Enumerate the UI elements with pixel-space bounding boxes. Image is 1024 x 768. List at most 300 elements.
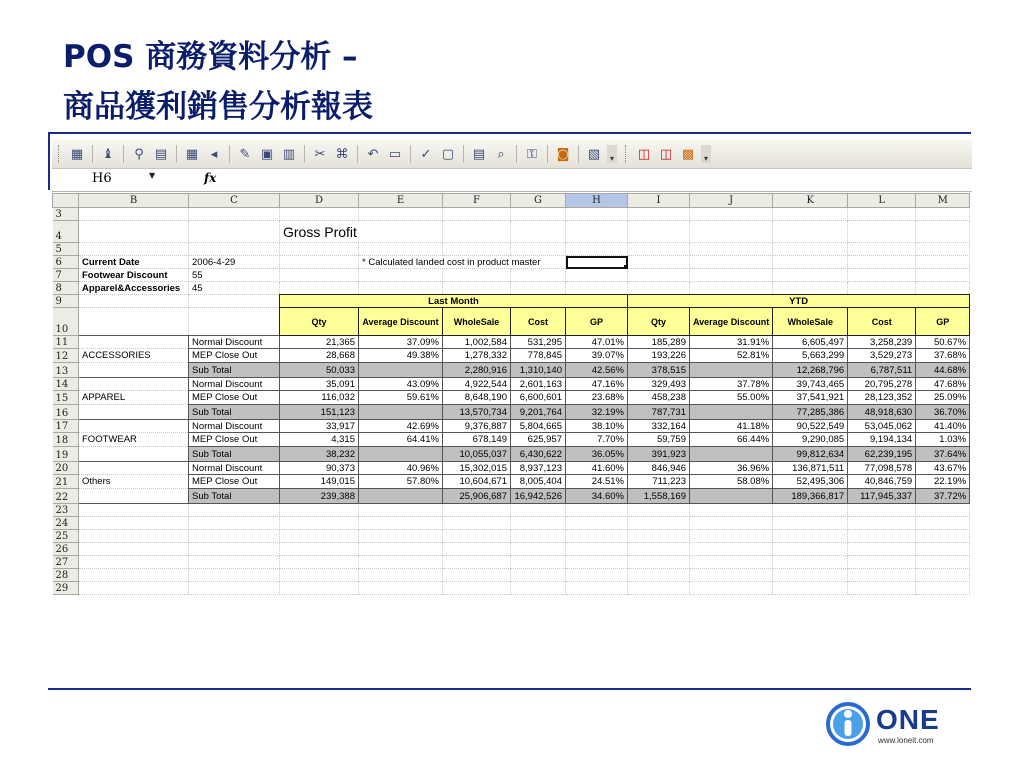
cell[interactable]: [848, 543, 916, 556]
data-cell[interactable]: 53,045,062: [848, 420, 916, 433]
cell[interactable]: [916, 556, 970, 569]
column-header-i[interactable]: I: [628, 194, 690, 208]
cell[interactable]: [848, 530, 916, 543]
cell[interactable]: [79, 543, 189, 556]
cell[interactable]: [773, 243, 848, 256]
cell[interactable]: [79, 530, 189, 543]
cell[interactable]: [280, 530, 359, 543]
column-header-g[interactable]: G: [511, 194, 566, 208]
row-header[interactable]: 9: [53, 295, 79, 308]
toolbar-dropdown-icon[interactable]: ▾: [701, 145, 711, 163]
cell[interactable]: [566, 530, 628, 543]
undo-icon[interactable]: ↶: [367, 146, 379, 162]
cell[interactable]: [773, 208, 848, 221]
metric-header[interactable]: Average Discount: [359, 308, 443, 336]
active-cell-h6[interactable]: [566, 256, 628, 269]
row-header[interactable]: 27: [53, 556, 79, 569]
category-name[interactable]: APPAREL: [79, 391, 189, 405]
data-cell[interactable]: 9,376,887: [443, 420, 511, 433]
data-cell[interactable]: 8,005,404: [511, 475, 566, 489]
metric-header[interactable]: WholeSale: [773, 308, 848, 336]
data-cell[interactable]: 37.64%: [916, 447, 970, 462]
cell[interactable]: [916, 543, 970, 556]
cell[interactable]: [511, 282, 566, 295]
cell[interactable]: [280, 582, 359, 595]
cell[interactable]: [690, 208, 773, 221]
cell[interactable]: [280, 569, 359, 582]
cell[interactable]: [79, 363, 189, 378]
data-cell[interactable]: 43.67%: [916, 462, 970, 475]
info-value[interactable]: 55: [189, 269, 280, 282]
pencil-icon[interactable]: ✎: [239, 146, 251, 162]
cell[interactable]: [511, 543, 566, 556]
data-cell[interactable]: 48,918,630: [848, 405, 916, 420]
data-cell[interactable]: 10,055,037: [443, 447, 511, 462]
row-header[interactable]: 26: [53, 543, 79, 556]
data-cell[interactable]: 43.09%: [359, 378, 443, 391]
data-cell[interactable]: 49.38%: [359, 349, 443, 363]
cell[interactable]: [628, 582, 690, 595]
data-cell[interactable]: 47.01%: [566, 336, 628, 349]
column-header-m[interactable]: M: [916, 194, 970, 208]
data-cell[interactable]: 846,946: [628, 462, 690, 475]
cell[interactable]: [79, 556, 189, 569]
cell[interactable]: [359, 269, 443, 282]
data-cell[interactable]: 239,388: [280, 489, 359, 504]
cell[interactable]: [79, 569, 189, 582]
data-cell[interactable]: 2,280,916: [443, 363, 511, 378]
cell[interactable]: [916, 256, 970, 269]
data-cell[interactable]: 3,529,273: [848, 349, 916, 363]
cell[interactable]: [359, 504, 443, 517]
grid-icon[interactable]: ▦: [185, 146, 199, 162]
row-label[interactable]: Sub Total: [189, 447, 280, 462]
data-cell[interactable]: [690, 447, 773, 462]
cell[interactable]: [628, 530, 690, 543]
toolbar-grip[interactable]: [625, 145, 629, 163]
cell[interactable]: [566, 543, 628, 556]
cell[interactable]: [690, 243, 773, 256]
data-cell[interactable]: 1,558,169: [628, 489, 690, 504]
row-label[interactable]: MEP Close Out: [189, 475, 280, 489]
data-cell[interactable]: 36.70%: [916, 405, 970, 420]
cell[interactable]: [773, 221, 848, 243]
info-label[interactable]: Apparel&Accessories: [79, 282, 189, 295]
cell[interactable]: [359, 530, 443, 543]
row-header[interactable]: 19: [53, 447, 79, 462]
data-cell[interactable]: 391,923: [628, 447, 690, 462]
cell[interactable]: [189, 295, 280, 308]
data-cell[interactable]: 1,002,584: [443, 336, 511, 349]
column-header-f[interactable]: F: [443, 194, 511, 208]
data-cell[interactable]: [690, 363, 773, 378]
data-cell[interactable]: 6,600,601: [511, 391, 566, 405]
data-cell[interactable]: 13,570,734: [443, 405, 511, 420]
data-cell[interactable]: 625,957: [511, 433, 566, 447]
cell[interactable]: [628, 269, 690, 282]
cell[interactable]: [511, 221, 566, 243]
row-header[interactable]: 20: [53, 462, 79, 475]
data-cell[interactable]: 16,942,526: [511, 489, 566, 504]
cell[interactable]: [628, 543, 690, 556]
cell[interactable]: [848, 243, 916, 256]
page-icon[interactable]: ▧: [587, 146, 601, 162]
row-header[interactable]: 28: [53, 569, 79, 582]
column-header-h[interactable]: H: [566, 194, 628, 208]
cell[interactable]: [79, 405, 189, 420]
note-text[interactable]: * Calculated landed cost in product master: [359, 256, 566, 269]
cell[interactable]: [848, 282, 916, 295]
row-header[interactable]: 25: [53, 530, 79, 543]
cell[interactable]: [189, 308, 280, 336]
cell[interactable]: [189, 530, 280, 543]
cell[interactable]: [628, 517, 690, 530]
cell[interactable]: [189, 517, 280, 530]
data-cell[interactable]: 9,201,764: [511, 405, 566, 420]
cell[interactable]: [848, 556, 916, 569]
row-header[interactable]: 7: [53, 269, 79, 282]
data-cell[interactable]: 193,226: [628, 349, 690, 363]
data-cell[interactable]: 64.41%: [359, 433, 443, 447]
fx-icon[interactable]: fx: [204, 171, 217, 185]
row-label[interactable]: MEP Close Out: [189, 349, 280, 363]
row-header[interactable]: 10: [53, 308, 79, 336]
row-header[interactable]: 6: [53, 256, 79, 269]
cell[interactable]: [916, 243, 970, 256]
data-cell[interactable]: 47.68%: [916, 378, 970, 391]
column-header-k[interactable]: K: [773, 194, 848, 208]
info-value[interactable]: 2006-4-29: [189, 256, 280, 269]
cell[interactable]: [511, 582, 566, 595]
cell[interactable]: [189, 221, 280, 243]
data-cell[interactable]: 57.80%: [359, 475, 443, 489]
cell[interactable]: [773, 504, 848, 517]
data-cell[interactable]: 787,731: [628, 405, 690, 420]
data-cell[interactable]: 9,290,085: [773, 433, 848, 447]
data-cell[interactable]: 21,365: [280, 336, 359, 349]
chart-icon[interactable]: ▤: [154, 146, 168, 162]
report-icon[interactable]: ▤: [472, 146, 486, 162]
cell[interactable]: [916, 221, 970, 243]
data-cell[interactable]: 59,759: [628, 433, 690, 447]
metric-header[interactable]: GP: [916, 308, 970, 336]
cell[interactable]: [511, 517, 566, 530]
cell[interactable]: [690, 517, 773, 530]
metric-header[interactable]: Average Discount: [690, 308, 773, 336]
row-header[interactable]: 23: [53, 504, 79, 517]
cell[interactable]: [628, 282, 690, 295]
cell[interactable]: [566, 582, 628, 595]
cell[interactable]: [848, 582, 916, 595]
data-cell[interactable]: 5,804,665: [511, 420, 566, 433]
cell[interactable]: [189, 556, 280, 569]
cell[interactable]: [443, 504, 511, 517]
data-cell[interactable]: 35,091: [280, 378, 359, 391]
cell[interactable]: [359, 556, 443, 569]
report-title[interactable]: Gross Profit: [280, 221, 443, 243]
cell[interactable]: [443, 208, 511, 221]
binoculars-icon[interactable]: ◙: [556, 146, 570, 162]
cell[interactable]: [189, 504, 280, 517]
cell[interactable]: [566, 208, 628, 221]
data-cell[interactable]: 62,239,195: [848, 447, 916, 462]
data-cell[interactable]: 185,289: [628, 336, 690, 349]
cell[interactable]: [848, 504, 916, 517]
data-cell[interactable]: 37.78%: [690, 378, 773, 391]
column-header-d[interactable]: D: [280, 194, 359, 208]
data-cell[interactable]: [359, 489, 443, 504]
cell[interactable]: [628, 504, 690, 517]
data-cell[interactable]: 1.03%: [916, 433, 970, 447]
metric-header[interactable]: Qty: [280, 308, 359, 336]
cell[interactable]: [280, 282, 359, 295]
cell[interactable]: [690, 530, 773, 543]
cell[interactable]: [359, 282, 443, 295]
data-cell[interactable]: 90,373: [280, 462, 359, 475]
cell[interactable]: [280, 504, 359, 517]
row-header[interactable]: 22: [53, 489, 79, 504]
data-cell[interactable]: 22.19%: [916, 475, 970, 489]
data-cell[interactable]: 55.00%: [690, 391, 773, 405]
cell[interactable]: [690, 582, 773, 595]
data-cell[interactable]: 1,310,140: [511, 363, 566, 378]
cell[interactable]: [566, 221, 628, 243]
data-cell[interactable]: 99,812,634: [773, 447, 848, 462]
data-cell[interactable]: 52,495,306: [773, 475, 848, 489]
cell[interactable]: [848, 208, 916, 221]
data-cell[interactable]: 117,945,337: [848, 489, 916, 504]
data-cell[interactable]: 136,871,511: [773, 462, 848, 475]
data-cell[interactable]: 50,033: [280, 363, 359, 378]
cell[interactable]: [773, 556, 848, 569]
data-cell[interactable]: 39.07%: [566, 349, 628, 363]
data-cell[interactable]: 332,164: [628, 420, 690, 433]
cell[interactable]: [443, 530, 511, 543]
data-cell[interactable]: 42.69%: [359, 420, 443, 433]
info-value[interactable]: 45: [189, 282, 280, 295]
cell[interactable]: [443, 543, 511, 556]
cell[interactable]: [280, 208, 359, 221]
data-cell[interactable]: 25.09%: [916, 391, 970, 405]
book-icon[interactable]: ▭: [388, 146, 402, 162]
select-all-corner[interactable]: [53, 194, 79, 208]
cell[interactable]: [566, 556, 628, 569]
cell[interactable]: [566, 243, 628, 256]
row-label[interactable]: Normal Discount: [189, 420, 280, 433]
data-cell[interactable]: 25,906,687: [443, 489, 511, 504]
data-cell[interactable]: 37.72%: [916, 489, 970, 504]
cell[interactable]: [773, 269, 848, 282]
name-box[interactable]: [88, 171, 198, 188]
key-icon[interactable]: ⚿: [527, 146, 537, 162]
cell[interactable]: [848, 221, 916, 243]
data-cell[interactable]: 6,430,622: [511, 447, 566, 462]
cell[interactable]: [848, 256, 916, 269]
data-cell[interactable]: 40.96%: [359, 462, 443, 475]
data-cell[interactable]: 7.70%: [566, 433, 628, 447]
column-header-c[interactable]: C: [189, 194, 280, 208]
cell[interactable]: [189, 569, 280, 582]
cell[interactable]: [566, 269, 628, 282]
cell[interactable]: [566, 504, 628, 517]
data-cell[interactable]: 41.18%: [690, 420, 773, 433]
toolbar-dropdown-icon[interactable]: ▾: [607, 145, 617, 163]
data-cell[interactable]: 37.68%: [916, 349, 970, 363]
cell[interactable]: [280, 517, 359, 530]
cell[interactable]: [359, 517, 443, 530]
cell[interactable]: [566, 517, 628, 530]
row-header[interactable]: 21: [53, 475, 79, 489]
cell[interactable]: [79, 208, 189, 221]
data-cell[interactable]: 44.68%: [916, 363, 970, 378]
cell[interactable]: [189, 543, 280, 556]
cell[interactable]: [79, 243, 189, 256]
category-name[interactable]: Others: [79, 475, 189, 489]
data-cell[interactable]: 31.91%: [690, 336, 773, 349]
data-cell[interactable]: 678,149: [443, 433, 511, 447]
metric-header[interactable]: Qty: [628, 308, 690, 336]
metric-header[interactable]: Cost: [511, 308, 566, 336]
cell[interactable]: [916, 582, 970, 595]
cell[interactable]: [189, 582, 280, 595]
row-header[interactable]: 14: [53, 378, 79, 391]
cell[interactable]: [443, 582, 511, 595]
cell[interactable]: [690, 543, 773, 556]
pdf-export-icon[interactable]: ◫: [659, 146, 673, 162]
data-cell[interactable]: 151,123: [280, 405, 359, 420]
cell[interactable]: [280, 543, 359, 556]
row-header[interactable]: 4: [53, 221, 79, 243]
data-cell[interactable]: 189,366,817: [773, 489, 848, 504]
metric-header[interactable]: WholeSale: [443, 308, 511, 336]
cell[interactable]: [79, 378, 189, 391]
data-cell[interactable]: 4,315: [280, 433, 359, 447]
data-cell[interactable]: 37.09%: [359, 336, 443, 349]
data-cell[interactable]: 40,846,759: [848, 475, 916, 489]
info-label[interactable]: Footwear Discount: [79, 269, 189, 282]
data-cell[interactable]: 5,663,299: [773, 349, 848, 363]
cell[interactable]: [511, 569, 566, 582]
data-cell[interactable]: 50.67%: [916, 336, 970, 349]
cell[interactable]: [359, 543, 443, 556]
cell[interactable]: [359, 582, 443, 595]
data-cell[interactable]: 52.81%: [690, 349, 773, 363]
cell[interactable]: [690, 282, 773, 295]
data-cell[interactable]: 33,917: [280, 420, 359, 433]
data-cell[interactable]: 77,285,386: [773, 405, 848, 420]
cell[interactable]: [443, 221, 511, 243]
cell[interactable]: [773, 530, 848, 543]
data-cell[interactable]: 378,515: [628, 363, 690, 378]
category-name[interactable]: ACCESSORIES: [79, 349, 189, 363]
cell[interactable]: [916, 282, 970, 295]
data-cell[interactable]: 59.61%: [359, 391, 443, 405]
data-cell[interactable]: 23.68%: [566, 391, 628, 405]
row-header[interactable]: 15: [53, 391, 79, 405]
data-cell[interactable]: 20,795,278: [848, 378, 916, 391]
data-cell[interactable]: 42.56%: [566, 363, 628, 378]
column-header-j[interactable]: J: [690, 194, 773, 208]
data-cell[interactable]: 9,194,134: [848, 433, 916, 447]
data-cell[interactable]: 39,743,465: [773, 378, 848, 391]
toolbar-grip[interactable]: [58, 145, 62, 163]
data-cell[interactable]: 2,601,163: [511, 378, 566, 391]
data-cell[interactable]: 8,937,123: [511, 462, 566, 475]
row-header[interactable]: 11: [53, 336, 79, 349]
cell[interactable]: [511, 530, 566, 543]
data-cell[interactable]: [690, 489, 773, 504]
data-cell[interactable]: 10,604,671: [443, 475, 511, 489]
cell[interactable]: [79, 582, 189, 595]
data-cell[interactable]: 116,032: [280, 391, 359, 405]
cell[interactable]: [628, 256, 690, 269]
row-label[interactable]: MEP Close Out: [189, 433, 280, 447]
cell[interactable]: [628, 221, 690, 243]
cell[interactable]: [690, 556, 773, 569]
data-cell[interactable]: 32.19%: [566, 405, 628, 420]
name-box-dropdown-icon[interactable]: ▼: [149, 171, 156, 180]
pdf-icon[interactable]: ◫: [637, 146, 651, 162]
row-header[interactable]: 17: [53, 420, 79, 433]
cell[interactable]: [916, 530, 970, 543]
group-header-ytd[interactable]: YTD: [628, 295, 970, 308]
data-cell[interactable]: 47.16%: [566, 378, 628, 391]
cell[interactable]: [916, 517, 970, 530]
data-cell[interactable]: 12,268,796: [773, 363, 848, 378]
data-cell[interactable]: 77,098,578: [848, 462, 916, 475]
row-header[interactable]: 3: [53, 208, 79, 221]
cell[interactable]: [359, 243, 443, 256]
row-header[interactable]: 8: [53, 282, 79, 295]
metric-header[interactable]: GP: [566, 308, 628, 336]
data-cell[interactable]: 41.60%: [566, 462, 628, 475]
link-icon[interactable]: ⌘: [335, 146, 349, 162]
cell[interactable]: [773, 582, 848, 595]
row-header[interactable]: 29: [53, 582, 79, 595]
cell[interactable]: [690, 269, 773, 282]
cell[interactable]: [79, 489, 189, 504]
row-label[interactable]: MEP Close Out: [189, 391, 280, 405]
form-icon[interactable]: ▢: [441, 146, 455, 162]
excel-icon[interactable]: ▦: [70, 146, 84, 162]
cell[interactable]: [359, 208, 443, 221]
copy-icon[interactable]: ▣: [260, 146, 274, 162]
cell[interactable]: [690, 569, 773, 582]
cell[interactable]: [79, 336, 189, 349]
data-cell[interactable]: 329,493: [628, 378, 690, 391]
data-cell[interactable]: 778,845: [511, 349, 566, 363]
cell[interactable]: [511, 243, 566, 256]
row-header[interactable]: 24: [53, 517, 79, 530]
data-cell[interactable]: 36.05%: [566, 447, 628, 462]
cell[interactable]: [443, 569, 511, 582]
cell[interactable]: [280, 269, 359, 282]
cell[interactable]: [628, 556, 690, 569]
data-cell[interactable]: 6,787,511: [848, 363, 916, 378]
data-cell[interactable]: 3,258,239: [848, 336, 916, 349]
row-header[interactable]: 18: [53, 433, 79, 447]
data-cell[interactable]: 531,295: [511, 336, 566, 349]
cell[interactable]: [79, 308, 189, 336]
cell[interactable]: [443, 269, 511, 282]
metric-header[interactable]: Cost: [848, 308, 916, 336]
data-cell[interactable]: 1,278,332: [443, 349, 511, 363]
cell[interactable]: [773, 282, 848, 295]
hierarchy-icon[interactable]: ⚲: [134, 146, 144, 162]
cell[interactable]: [280, 556, 359, 569]
data-cell[interactable]: [359, 405, 443, 420]
cell[interactable]: [443, 243, 511, 256]
